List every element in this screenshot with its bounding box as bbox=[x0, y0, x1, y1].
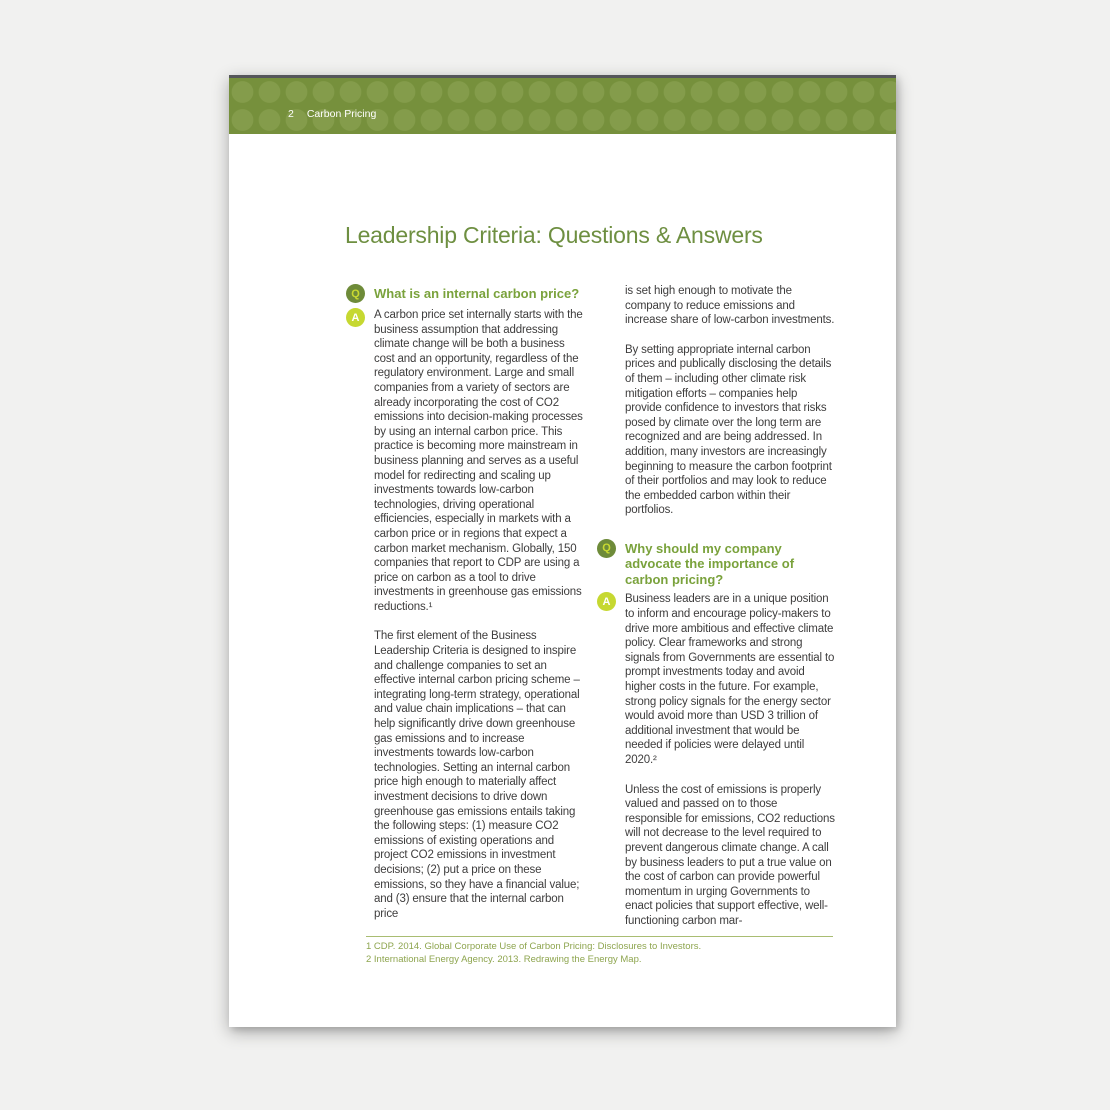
right-column bbox=[597, 284, 835, 928]
page-title: Leadership Criteria: Questions & Answers bbox=[345, 222, 763, 248]
question-heading: What is an internal carbon price? bbox=[374, 286, 580, 301]
answer-paragraph: The first element of the Business Leadership Criteria is designed to inspire and challenge companies to set an effective internal carbon pricing scheme – integrating long-term strategy, operational and value chain implications – that can help significantly drive down greenhouse gas emissions and to increase investments towards low-carbon technologies. Setting an internal carbon price high enough to materially affect investment decisions to drive down greenhouse gas emissions entails taking the following steps: (1) measure CO2 emissions of existing operations and project CO2 emissions in investment decisions; (2) put a price on these emissions, so they have a financial value; and (3) ensure that the internal carbon price bbox=[374, 630, 580, 920]
answer-paragraph-continued: is set high enough to motivate the company to reduce emissions and increase share of low-carbon investments. bbox=[625, 285, 835, 327]
question-badge-icon: Q bbox=[597, 539, 616, 558]
header-text bbox=[288, 108, 376, 120]
answer-paragraph: Business leaders are in a unique position to inform and encourage policy-makers to drive more ambitious and effective climate policy. Clear frameworks and strong signals from Governments are essential to prompt investments today and avoid higher costs in the future. For example, strong policy signals for the energy sector would avoid more than USD 3 trillion of additional investment that would be needed if policies were delayed until 2020.² bbox=[625, 593, 835, 766]
answer-paragraph: By setting appropriate internal carbon prices and publically disclosing the details of them – including other climate risk mitigation efforts – companies help provide confidence to investors that risks posed by climate over the long term are recognized and are being addressed. In addition, many investors are increasingly beginning to measure the carbon footprint of their portfolios and may look to reduce the embedded carbon within their portfolios. bbox=[625, 343, 832, 517]
left-column bbox=[346, 284, 584, 921]
question-badge-icon: Q bbox=[346, 284, 365, 303]
answer-paragraph: Unless the cost of emissions is properly valued and passed on to those responsible for emissions, CO2 reductions will not decrease to the level required to prevent dangerous climate change. A call by business leaders to put a true value on the cost of carbon can provide powerful momentum in urging Governments to enact policies that support effective, well-functioning carbon mar- bbox=[625, 783, 835, 927]
answer-badge-icon: A bbox=[346, 308, 365, 327]
answer-paragraph: A carbon price set internally starts with the business assumption that addressing climate change will be both a business cost and an opportunity, regardless of the regulatory environment. Large and small companies from a variety of sectors are already incorporating the cost of CO2 emissions into decision-making processes by using an internal carbon price. This practice is becoming more mainstream in business planning and serves as a useful model for redirecting and scaling up investments towards low-carbon technologies, driving operational efficiencies, especially in markets with a carbon price or in regions that expect a carbon market mechanism. Globally, 150 companies that report to CDP are using a price on carbon as a tool to drive investments in greenhouse gas emissions reductions.¹ bbox=[374, 309, 583, 613]
answer-badge-icon: A bbox=[597, 592, 616, 611]
question-row bbox=[346, 284, 584, 303]
question-row bbox=[597, 539, 835, 588]
document-name: Carbon Pricing bbox=[306, 108, 377, 120]
answer-row bbox=[597, 592, 835, 767]
answer-row bbox=[346, 308, 584, 614]
document-page bbox=[229, 75, 896, 1027]
footnote: 2 International Energy Agency. 2013. Redrawing the Energy Map. bbox=[366, 953, 642, 965]
footnotes-section bbox=[366, 936, 833, 966]
page-number: 2 bbox=[288, 108, 294, 120]
footnote: 1 CDP. 2014. Global Corporate Use of Carbon Pricing: Disclosures to Investors. bbox=[366, 941, 702, 952]
header-band-dot-pattern bbox=[229, 78, 896, 134]
question-heading: Why should my company advocate the importance of carbon pricing? bbox=[625, 540, 795, 587]
